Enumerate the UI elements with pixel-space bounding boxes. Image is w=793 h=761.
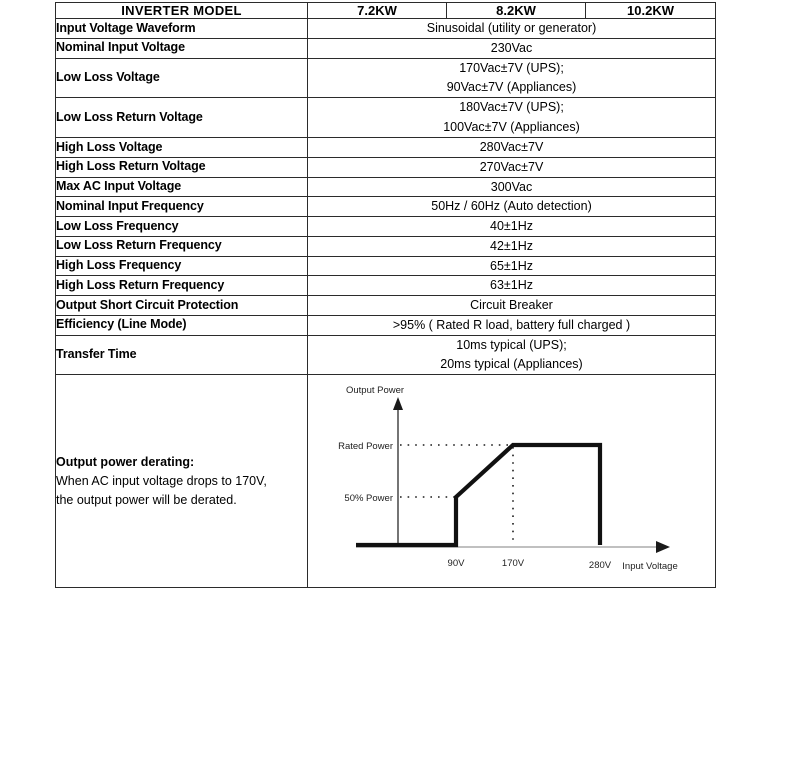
table-row [56, 276, 716, 296]
row-label-input-voltage-waveform: Input Voltage Waveform [56, 19, 308, 39]
row-value-nominal-input-voltage: 230Vac [308, 38, 716, 58]
row-value-low-loss-voltage [308, 58, 716, 98]
row-label-transfer-time: Transfer Time [56, 335, 308, 375]
header-model-label: INVERTER MODEL [56, 3, 308, 19]
table-row [56, 217, 716, 237]
table-row [56, 236, 716, 256]
table-row [56, 296, 716, 316]
row-value-transfer-time [308, 335, 716, 375]
row-value-input-voltage-waveform: Sinusoidal (utility or generator) [308, 19, 716, 39]
chart-x-tick-280v: 280V [588, 560, 612, 572]
derating-note-line-2: the output power will be derated. [56, 492, 237, 507]
table-row [56, 315, 716, 335]
row-value-efficiency-line-mode: >95% ( Rated R load, battery full charged ) [308, 315, 716, 335]
row-label-high-loss-return-frequency: High Loss Return Frequency [56, 276, 308, 296]
row-label-low-loss-return-frequency: Low Loss Return Frequency [56, 236, 308, 256]
derating-row [56, 375, 716, 588]
derating-chart [308, 375, 715, 587]
row-label-high-loss-return-voltage: High Loss Return Voltage [56, 157, 308, 177]
row-value-low-loss-frequency: 40±1Hz [308, 217, 716, 237]
row-value-low-loss-return-voltage [308, 98, 716, 138]
value-line-1: 180Vac±7V (UPS); [459, 100, 564, 115]
table-row [56, 197, 716, 217]
row-label-low-loss-frequency: Low Loss Frequency [56, 217, 308, 237]
row-label-nominal-input-voltage: Nominal Input Voltage [56, 38, 308, 58]
derating-note [56, 375, 308, 588]
chart-x-axis-label: Input Voltage [622, 561, 678, 573]
chart-y-axis-label: Output Power [346, 385, 405, 397]
row-value-high-loss-voltage: 280Vac±7V [308, 138, 716, 158]
value-line-1: 10ms typical (UPS); [456, 337, 567, 352]
row-label-nominal-input-frequency: Nominal Input Frequency [56, 197, 308, 217]
row-label-efficiency-line-mode: Efficiency (Line Mode) [56, 315, 308, 335]
chart-x-tick-90v: 90V [447, 558, 465, 570]
table-row [56, 58, 716, 98]
row-label-high-loss-frequency: High Loss Frequency [56, 256, 308, 276]
table-row [56, 177, 716, 197]
value-line-2: 100Vac±7V (Appliances) [443, 119, 580, 134]
row-label-high-loss-voltage: High Loss Voltage [56, 138, 308, 158]
row-label-low-loss-voltage: Low Loss Voltage [56, 58, 308, 98]
row-label-output-short-circuit-protection: Output Short Circuit Protection [56, 296, 308, 316]
table-row [56, 157, 716, 177]
table-row [56, 335, 716, 375]
row-value-high-loss-return-voltage: 270Vac±7V [308, 157, 716, 177]
table-row [56, 19, 716, 39]
chart-y-axis-arrow-icon [393, 397, 403, 410]
header-model-7-2kw: 7.2KW [308, 3, 447, 19]
chart-x-tick-170v: 170V [501, 558, 525, 570]
derating-note-line-1: When AC input voltage drops to 170V, [56, 473, 267, 488]
table-row [56, 256, 716, 276]
value-line-2: 90Vac±7V (Appliances) [446, 79, 577, 94]
derating-chart-svg [308, 375, 716, 587]
derating-note-title: Output power derating: [56, 455, 195, 470]
chart-y-tick-50-percent-power: 50% Power [344, 493, 393, 505]
table-row [56, 98, 716, 138]
value-line-1: 170Vac±7V (UPS); [459, 60, 564, 75]
header-model-8-2kw: 8.2KW [447, 3, 586, 19]
row-value-low-loss-return-frequency: 42±1Hz [308, 236, 716, 256]
row-value-output-short-circuit-protection: Circuit Breaker [308, 296, 716, 316]
table-row [56, 138, 716, 158]
row-value-high-loss-return-frequency: 63±1Hz [308, 276, 716, 296]
derating-chart-cell [308, 375, 716, 588]
table-header-row [56, 3, 716, 19]
table-row [56, 38, 716, 58]
chart-x-axis-arrow-icon [656, 541, 670, 553]
row-label-max-ac-input-voltage: Max AC Input Voltage [56, 177, 308, 197]
inverter-specification-table [55, 2, 716, 588]
row-value-max-ac-input-voltage: 300Vac [308, 177, 716, 197]
row-value-high-loss-frequency: 65±1Hz [308, 256, 716, 276]
row-value-nominal-input-frequency: 50Hz / 60Hz (Auto detection) [308, 197, 716, 217]
value-line-2: 20ms typical (Appliances) [440, 356, 583, 371]
header-model-10-2kw: 10.2KW [586, 3, 716, 19]
chart-y-tick-rated-power: Rated Power [338, 441, 393, 453]
row-label-low-loss-return-voltage: Low Loss Return Voltage [56, 98, 308, 138]
